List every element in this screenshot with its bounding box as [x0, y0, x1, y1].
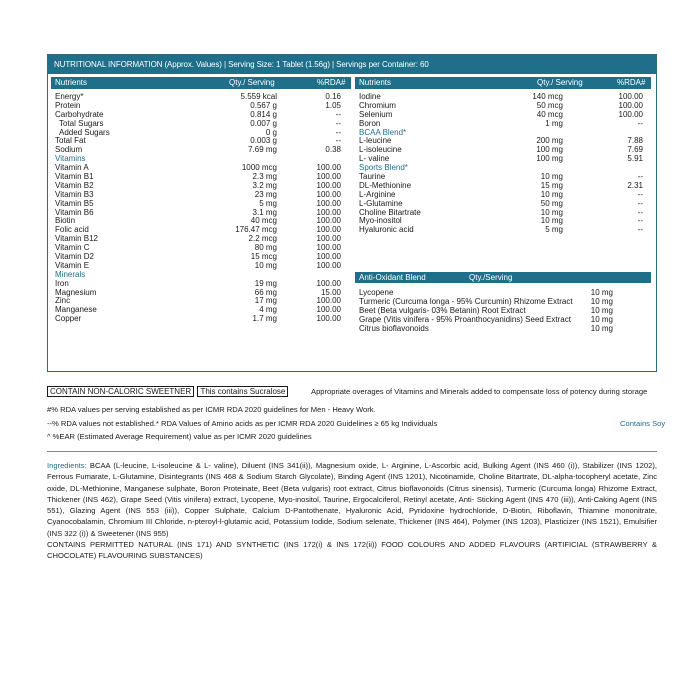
left-row	[55, 173, 345, 182]
left-rda-cell: --	[335, 118, 341, 128]
right-rda-cell: 7.88	[627, 136, 643, 146]
left-row	[55, 297, 345, 306]
antioxidant-row	[359, 306, 647, 315]
left-rda-cell: --	[335, 127, 341, 137]
right-rda-cell: --	[637, 118, 643, 128]
left-row	[55, 235, 345, 244]
antioxidant-row	[359, 297, 647, 306]
antioxidant-qty-cell: 10 mg	[590, 314, 613, 324]
left-qty-cell: 0.567 g	[250, 100, 277, 110]
left-nutrient-name: Vitamin B5	[55, 198, 94, 208]
ingredients-label: Ingredients:	[47, 461, 87, 470]
non-caloric-sweetener-box: CONTAIN NON-CALORIC SWEETNER	[47, 386, 194, 397]
left-nutrient-name: Vitamin C	[55, 243, 90, 253]
right-qty-cell: 140 mcg	[532, 92, 563, 101]
colours-statement: CONTAINS PERMITTED NATURAL (INS 171) AND SYNTHETIC (INS 172(i) & INS 172(ii)) FOOD COLOURS AND ADDED FLAVOURS (ARTIFICIAL (STRAWBERRY & CHOCOLATE) FLAVOURING SUBSTANCES)	[47, 540, 657, 561]
antioxidant-qty-cell: 10 mg	[590, 288, 613, 297]
right-row	[359, 182, 647, 191]
left-nutrient-name: Vitamin B6	[55, 207, 94, 217]
left-qty-cell: 3.1 mg	[252, 207, 277, 217]
right-rda-cell: --	[637, 216, 643, 226]
right-nutrient-name: Hyaluronic acid	[359, 225, 414, 235]
left-header-nutrients: Nutrients	[55, 78, 88, 87]
nutrition-title-bar: NUTRITIONAL INFORMATION (Approx. Values) | Serving Size: 1 Tablet (1.56g) | Servings per Container: 60	[48, 55, 656, 74]
right-header-rda: %RDA#	[617, 78, 646, 87]
left-row	[55, 146, 345, 155]
right-rda-cell: 7.69	[627, 145, 643, 155]
antioxidant-header	[355, 272, 651, 283]
left-nutrient-name: Sodium	[55, 145, 83, 155]
left-nutrient-name: Total Fat	[55, 136, 86, 146]
right-nutrient-name: L-leucine	[359, 136, 392, 146]
right-rda-cell: --	[637, 225, 643, 235]
right-qty-cell: 10 mg	[540, 207, 563, 217]
left-row	[55, 271, 345, 280]
left-row	[55, 253, 345, 262]
right-qty-cell: 5 mg	[545, 225, 563, 235]
right-rda-cell: --	[637, 172, 643, 182]
left-rda-cell: 0.16	[325, 92, 341, 101]
left-row	[55, 226, 345, 235]
antioxidant-qty-cell: 10 mg	[590, 305, 613, 315]
left-rda-cell: 100.00	[316, 198, 341, 208]
right-rda-cell: --	[637, 198, 643, 208]
left-nutrient-name: Vitamin D2	[55, 252, 94, 262]
right-nutrient-name: Choline Bitartrate	[359, 207, 421, 217]
left-row	[55, 129, 345, 138]
left-nutrient-name: Vitamin B12	[55, 234, 98, 244]
sucralose-box: This contains Sucralose	[197, 386, 288, 397]
right-qty-cell: 100 mg	[536, 145, 563, 155]
antioxidant-header-qty: Qty./Serving	[469, 273, 513, 282]
antioxidant-nutrient-name: Beet (Beta vulgaris- 03% Betanin) Root Extract	[359, 305, 526, 315]
left-row	[55, 155, 345, 164]
left-rda-cell: 100.00	[316, 207, 341, 217]
left-nutrient-name: Vitamin A	[55, 163, 89, 173]
right-nutrient-name: DL-Methionine	[359, 180, 412, 190]
left-nutrient-name: Total Sugars	[59, 118, 104, 128]
left-rda-cell: 1.05	[325, 100, 341, 110]
left-qty-cell: 4 mg	[259, 305, 277, 315]
antioxidant-qty-cell: 10 mg	[590, 323, 613, 333]
left-row	[55, 182, 345, 191]
left-rda-cell: 100.00	[316, 243, 341, 253]
right-row	[359, 129, 647, 138]
left-qty-cell: 66 mg	[254, 287, 277, 297]
right-row	[359, 111, 647, 120]
right-table-header	[355, 77, 651, 89]
right-rda-cell: 100.00	[618, 100, 643, 110]
left-rda-cell: 100.00	[316, 189, 341, 199]
antioxidant-table	[359, 288, 647, 332]
left-qty-cell: 23 mg	[254, 189, 277, 199]
left-row	[55, 191, 345, 200]
left-qty-cell: 40 mcg	[250, 216, 277, 226]
right-qty-cell: 10 mg	[540, 172, 563, 182]
left-row	[55, 315, 345, 324]
left-qty-cell: 10 mg	[254, 260, 277, 270]
rda-not-established-note: --% RDA values not established.* RDA Values of Amino acids as per ICMR RDA 2020 Guidelines ≥ 65 kg Individuals	[47, 419, 438, 428]
left-rda-cell: 100.00	[316, 296, 341, 306]
left-row	[55, 306, 345, 315]
ingredients-block	[47, 460, 657, 562]
right-qty-cell: 100 mg	[536, 154, 563, 164]
left-row	[55, 217, 345, 226]
antioxidant-header-label: Anti-Oxidant Blend	[359, 273, 426, 282]
left-row	[55, 289, 345, 298]
left-nutrient-name: Energy*	[55, 92, 84, 101]
contains-soy: Contains Soy	[620, 419, 666, 428]
left-rda-cell: 100.00	[316, 260, 341, 270]
left-qty-cell: 80 mg	[254, 243, 277, 253]
left-rda-cell: 100.00	[316, 180, 341, 190]
right-nutrient-name: L-isoleucine	[359, 145, 402, 155]
left-qty-cell: 15 mcg	[250, 252, 277, 262]
left-qty-cell: 0.814 g	[250, 109, 277, 119]
left-rda-cell: 100.00	[316, 314, 341, 324]
left-rda-cell: 100.00	[316, 305, 341, 315]
right-nutrient-name: L-Glutamine	[359, 198, 403, 208]
left-nutrient-table	[55, 93, 345, 324]
left-table-header	[51, 77, 351, 89]
right-row	[359, 137, 647, 146]
right-header-qty: Qty./ Serving	[537, 78, 583, 87]
right-qty-cell: 200 mg	[536, 136, 563, 146]
left-qty-cell: 19 mg	[254, 278, 277, 288]
left-row	[55, 280, 345, 289]
left-qty-cell: 2.3 mg	[252, 172, 277, 182]
left-nutrient-name: Magnesium	[55, 287, 97, 297]
left-row	[55, 137, 345, 146]
left-qty-cell: 0.007 g	[250, 118, 277, 128]
antioxidant-nutrient-name: Lycopene	[359, 288, 394, 297]
right-row	[359, 209, 647, 218]
left-nutrient-name: Folic acid	[55, 225, 89, 235]
left-qty-cell: 7.69 mg	[248, 145, 277, 155]
sweetener-notes	[47, 386, 288, 397]
right-qty-cell: 40 mcg	[536, 109, 563, 119]
ingredients-text: BCAA (L-leucine, L-isoleucine & L- valine), Diluent (INS 341(ii)), Magnesium oxide, L- Arginine, L-Ascorbic acid, Bulking Agent (INS 460 (i)), Stabilizer (INS 1202), Ferrous Fumarate, L-Glutamine, Disintegrants (INS 468 & Sodium Starch Glycolate), Binding Agent (INS 1201), Nicotinamide, Choline Bitartrate, DL-alpha-tocopheryl acetate, Zinc oxide, DL-Methionine, Manganese sulphate, Boron Proteinate, Beet (Beta vulgaris) root extract, Citrus bioflavonoids (Citrus sinensis), Turmeric (Curcuma longa) Rhizome Extract, Thickener (INS 462), Grape Seed (Vitis vinifera) extract, Lycopene, Myo-inositol, Taurine, Ergocalciferol, Retinyl acetate, Anti- Sticking Agent (INS 470 (iii)), Anti-Caking Agent (INS 551), Glazing Agent (INS 553 (iii)), Copper Sulphate, Calcium D-Pantothenate, Hyaluronic Acid, Pyridoxine hydrochloride, D-Biotin, Riboflavin, Thiamine mononitrate, Cyanocobalamin, Chromium III Chloride, n-pteroyl-l-glutamic acid, Potassium Iodide, Sodium selenate, Thickener (INS 464), Polymer (INS 1203), Plasticizer (INS 1521), Emulsifier (INS 322 (i)) & Sweetener (INS 955)	[47, 461, 657, 538]
left-row	[55, 200, 345, 209]
left-qty-cell: 0.003 g	[250, 136, 277, 146]
right-header-nutrients: Nutrients	[359, 78, 392, 87]
left-row	[55, 93, 345, 102]
right-nutrient-name: Chromium	[359, 100, 396, 110]
left-section-label: Minerals	[55, 269, 86, 279]
left-rda-cell: 100.00	[316, 234, 341, 244]
right-qty-cell: 50 mcg	[536, 100, 563, 110]
right-nutrient-name: L- valine	[359, 154, 390, 164]
right-row	[359, 226, 647, 235]
left-rda-cell: --	[335, 136, 341, 146]
left-rda-cell: 100.00	[316, 225, 341, 235]
antioxidant-row	[359, 315, 647, 324]
left-rda-cell: 100.00	[316, 172, 341, 182]
antioxidant-row	[359, 288, 647, 297]
left-nutrient-name: Biotin	[55, 216, 76, 226]
left-qty-cell: 1000 mcg	[241, 163, 277, 173]
right-section-label: BCAA Blend*	[359, 127, 407, 137]
left-rda-cell: 100.00	[316, 216, 341, 226]
left-row	[55, 244, 345, 253]
left-header-rda: %RDA#	[317, 78, 346, 87]
right-nutrient-name: Iodine	[359, 92, 381, 101]
left-rda-cell: 100.00	[316, 163, 341, 173]
antioxidant-row	[359, 324, 647, 333]
right-row	[359, 146, 647, 155]
left-qty-cell: 2.2 mcg	[248, 234, 277, 244]
right-nutrient-name: Myo-inositol	[359, 216, 402, 226]
right-rda-cell: 5.91	[627, 154, 643, 164]
right-nutrient-table	[359, 93, 647, 235]
left-qty-cell: 17 mg	[254, 296, 277, 306]
left-rda-cell: 100.00	[316, 252, 341, 262]
left-nutrient-name: Vitamin B1	[55, 172, 94, 182]
right-rda-cell: 100.00	[618, 92, 643, 101]
divider-line	[47, 451, 657, 452]
right-qty-cell: 10 mg	[540, 189, 563, 199]
ear-note: ^ %EAR (Estimated Average Requirement) value as per ICMR 2020 guidelines	[47, 432, 312, 441]
left-nutrient-name: Added Sugars	[59, 127, 110, 137]
left-nutrient-name: Carbohydrate	[55, 109, 104, 119]
overages-note: Appropriate overages of Vitamins and Minerals added to compensate loss of potency during storage	[311, 387, 648, 396]
right-qty-cell: 10 mg	[540, 216, 563, 226]
right-row	[359, 102, 647, 111]
antioxidant-nutrient-name: Citrus bioflavonoids	[359, 323, 429, 333]
right-nutrient-name: Selenium	[359, 109, 393, 119]
left-rda-cell: 100.00	[316, 278, 341, 288]
left-header-qty: Qty./ Serving	[229, 78, 275, 87]
rda-note: #% RDA values per serving established as per ICMR RDA 2020 guidelines for Men - Heavy Work.	[47, 405, 376, 414]
right-nutrient-name: Taurine	[359, 172, 386, 182]
left-row	[55, 164, 345, 173]
right-nutrient-name: Boron	[359, 118, 381, 128]
right-qty-cell: 1 mg	[545, 118, 563, 128]
right-nutrient-name: L-Arginine	[359, 189, 396, 199]
right-section-label: Sports Blend*	[359, 163, 408, 173]
right-rda-cell: 100.00	[618, 109, 643, 119]
left-qty-cell: 3.2 mg	[252, 180, 277, 190]
right-row	[359, 93, 647, 102]
left-nutrient-name: Vitamin B3	[55, 189, 94, 199]
right-row	[359, 164, 647, 173]
antioxidant-nutrient-name: Turmeric (Curcuma longa - 95% Curcumin) Rhizome Extract	[359, 296, 573, 306]
left-rda-cell: --	[335, 109, 341, 119]
left-section-label: Vitamins	[55, 154, 86, 164]
antioxidant-nutrient-name: Grape (Vitis vinifera - 95% Proanthocyanidins) Seed Extract	[359, 314, 571, 324]
right-qty-cell: 50 mg	[540, 198, 563, 208]
left-nutrient-name: Iron	[55, 278, 69, 288]
right-rda-cell: 2.31	[627, 180, 643, 190]
left-nutrient-name: Protein	[55, 100, 81, 110]
left-nutrient-name: Copper	[55, 314, 82, 324]
antioxidant-qty-cell: 10 mg	[590, 296, 613, 306]
right-rda-cell: --	[637, 189, 643, 199]
left-nutrient-name: Vitamin E	[55, 260, 90, 270]
left-qty-cell: 0 g	[265, 127, 277, 137]
left-rda-cell: 15.00	[320, 287, 341, 297]
nutrition-panel	[47, 54, 657, 372]
right-rda-cell: --	[637, 207, 643, 217]
left-nutrient-name: Zinc	[55, 296, 71, 306]
left-nutrient-name: Vitamin B2	[55, 180, 94, 190]
left-rda-cell: 0.38	[325, 145, 341, 155]
left-nutrient-name: Manganese	[55, 305, 97, 315]
left-row	[55, 209, 345, 218]
left-row	[55, 262, 345, 271]
left-qty-cell: 5.559 kcal	[240, 92, 277, 101]
left-qty-cell: 5 mg	[259, 198, 277, 208]
left-qty-cell: 1.7 mg	[252, 314, 277, 324]
left-qty-cell: 176.47 mcg	[235, 225, 277, 235]
right-qty-cell: 15 mg	[540, 180, 563, 190]
